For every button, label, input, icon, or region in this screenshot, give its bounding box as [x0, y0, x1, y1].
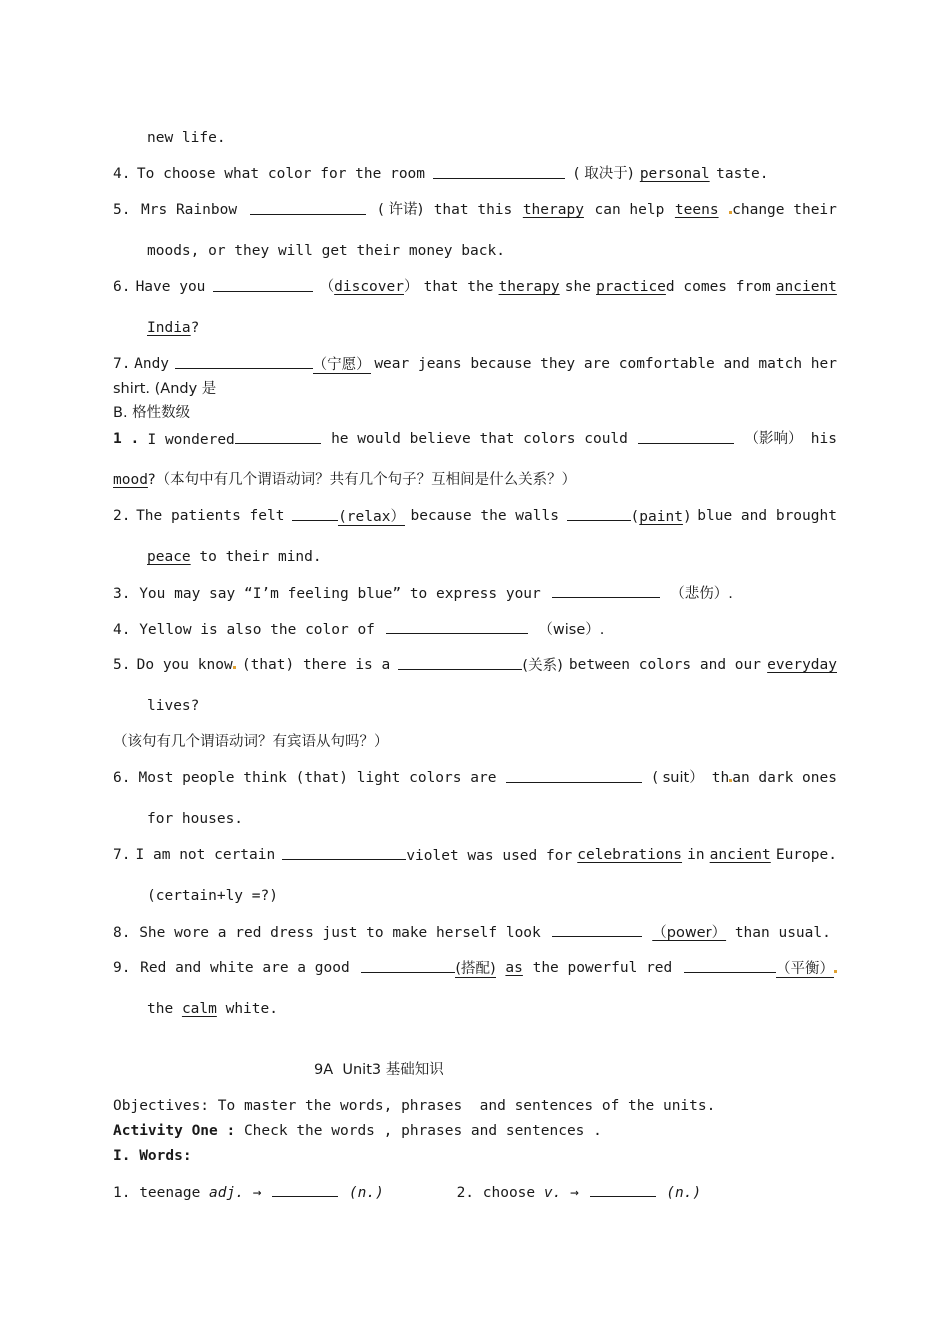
arrow-icon: → — [570, 1185, 579, 1201]
sentence-text: the — [147, 1001, 174, 1017]
underlined-word: everyday — [767, 657, 837, 673]
answer-blank[interactable] — [433, 164, 565, 179]
sentence-text: th — [711, 770, 730, 786]
word: teenage — [139, 1185, 201, 1201]
item-number: 2. — [456, 1185, 475, 1201]
sentence-text: Red and white are a good — [140, 960, 350, 976]
note-text: （该句有几个谓语动词？有宾语从句吗？） — [113, 734, 389, 750]
exercise-b2-cont — [147, 547, 837, 567]
section-b-heading — [113, 403, 837, 423]
answer-blank[interactable] — [175, 354, 313, 369]
title-text: 9A Unit3 基础知识 — [314, 1062, 444, 1078]
objectives-text: Objectives: To master the words, phrases and sentences of the units. — [113, 1098, 716, 1114]
exercise-b6 — [113, 768, 837, 788]
sentence-text: for houses. — [147, 811, 244, 827]
sentence-text: Europe. — [775, 847, 837, 863]
exercise-b9-cont — [147, 999, 837, 1019]
hint: (关系) — [522, 658, 563, 674]
underlined-word: therapy — [498, 279, 560, 295]
line-text: new life. — [147, 130, 226, 146]
sentence-text: than usual. — [734, 925, 831, 941]
paren: ) — [682, 509, 692, 525]
exercise-b8 — [113, 922, 837, 943]
item-number: 1. — [113, 1185, 131, 1201]
item-number: 6. — [113, 279, 131, 295]
sentence-text: an dark ones — [732, 770, 837, 786]
sentence-text: I wondered — [147, 432, 235, 448]
answer-blank[interactable] — [235, 429, 321, 444]
hint: （wise）. — [538, 622, 605, 638]
paren: ( — [630, 509, 640, 525]
exercise-b5-note — [113, 732, 837, 752]
answer-blank[interactable] — [282, 845, 406, 860]
item-number: 3. — [113, 586, 131, 602]
exercise-a7 — [113, 354, 837, 375]
words-heading — [113, 1146, 837, 1166]
sentence-text: blue and brought — [697, 508, 837, 524]
sentence-text: She wore a red dress just to make herself look — [139, 925, 541, 941]
sentence-text: You may say “I’m feeling blue” to express your — [139, 586, 541, 602]
hint: (relax） — [338, 509, 405, 525]
hint: paint — [639, 509, 683, 525]
hint: ( suit） — [652, 770, 704, 786]
sentence-text: white. — [225, 1001, 278, 1017]
item-number: 5. — [113, 202, 131, 218]
heading-text: I. Words: — [113, 1148, 192, 1164]
sentence-text: Mrs Rainbow — [141, 202, 238, 218]
answer-blank[interactable] — [398, 655, 522, 670]
hint: (搭配) — [455, 961, 496, 977]
note-text: ?（本句中有几个谓语动词？共有几个句子？互相间是什么关系？） — [147, 472, 577, 488]
exercise-b7 — [113, 845, 837, 866]
activity-text: Check the words , phrases and sentences . — [243, 1123, 602, 1139]
answer-blank[interactable] — [250, 200, 366, 215]
mark-dot — [233, 666, 236, 669]
item-number: 7. — [113, 356, 131, 372]
sentence-text: change their — [732, 202, 837, 218]
hint: （影响） — [744, 431, 803, 447]
sentence-text: moods, or they will get their money back. — [147, 243, 505, 259]
sentence-text: between colors and our — [568, 657, 761, 673]
underlined-word: ancient — [775, 279, 837, 295]
hint: discover — [334, 279, 404, 295]
exercise-b4 — [113, 619, 837, 640]
item-number: 5. — [113, 657, 131, 673]
sentence-text: (certain+ly =?) — [147, 888, 278, 904]
part-of-speech: v. — [543, 1185, 562, 1201]
sentence-text: I am not certain — [135, 847, 276, 863]
sentence-text: can help — [594, 202, 665, 218]
sentence-text: Yellow is also the color of — [139, 622, 375, 638]
exercise-b5-cont — [147, 696, 837, 716]
answer-blank[interactable] — [638, 429, 734, 444]
activity-label: Activity One : — [113, 1123, 236, 1139]
hint: （悲伤）. — [670, 586, 733, 602]
item-number: 8. — [113, 925, 131, 941]
sentence-text: the powerful red — [532, 960, 673, 976]
underlined-word: mood — [113, 472, 148, 488]
exercise-a7-cont — [113, 379, 837, 399]
sentence-text: Have you — [135, 279, 206, 295]
underlined-word: personal — [639, 166, 710, 182]
answer-blank[interactable] — [552, 922, 642, 937]
word-item-1 — [113, 1185, 393, 1201]
underlined-word: practice — [596, 279, 666, 295]
answer-blank[interactable] — [386, 619, 528, 634]
sentence-text: his — [810, 431, 837, 447]
answer-blank[interactable] — [567, 506, 631, 521]
word-items — [113, 1182, 837, 1203]
paren: ） — [403, 279, 419, 295]
item-number: 2. — [113, 508, 131, 524]
sentence-text: that this — [433, 202, 513, 218]
unit-title — [314, 1060, 714, 1080]
continued-line — [147, 128, 837, 148]
sentence-text: Do you know — [136, 657, 233, 673]
target-pos: (n.) — [666, 1185, 702, 1201]
exercise-b5 — [113, 655, 837, 676]
underlined-word: as — [505, 960, 523, 976]
arrow-icon: → — [252, 1185, 262, 1201]
sentence-text: Most people think (that) light colors are — [138, 770, 497, 786]
paren: （ — [319, 279, 335, 295]
answer-blank[interactable] — [361, 958, 455, 973]
underlined-word: peace — [147, 549, 191, 565]
sentence-text: (that) there is a — [241, 657, 391, 673]
sentence-text: wear jeans because they are comfortable and match her — [374, 356, 837, 372]
exercise-b2 — [113, 506, 837, 527]
sentence-text: violet was used for — [406, 848, 573, 864]
activity-one — [113, 1121, 837, 1141]
item-number: 4. — [113, 622, 131, 638]
heading-text: B. 格性数级 — [113, 405, 191, 421]
answer-blank[interactable] — [684, 958, 776, 973]
sentence-text: in — [687, 847, 705, 863]
word-item-2 — [457, 1185, 702, 1201]
sentence-text: she — [564, 279, 591, 295]
underlined-word: India — [147, 320, 191, 336]
sentence-text: lives? — [147, 698, 200, 714]
sentence-text: Andy — [134, 356, 170, 372]
sentence-text: to their mind. — [199, 549, 322, 565]
sentence-text: shirt. (Andy 是 — [113, 381, 217, 397]
target-pos: (n.) — [348, 1185, 384, 1201]
answer-blank[interactable] — [292, 506, 338, 521]
exercise-a5 — [113, 200, 837, 220]
sentence-text: To choose what color for the room — [136, 166, 426, 182]
exercise-b3 — [113, 583, 837, 604]
mark-dot — [834, 970, 837, 973]
hint: （宁愿） — [312, 357, 371, 373]
exercise-b1 — [113, 429, 837, 450]
sentence-text: because the walls — [410, 508, 559, 524]
item-number: 7. — [113, 847, 131, 863]
objectives — [113, 1096, 837, 1116]
word: choose — [482, 1185, 536, 1201]
hint: （平衡） — [775, 961, 834, 977]
exercise-b6-cont — [147, 809, 837, 829]
hint: ( 许诺) — [378, 202, 424, 218]
exercise-b9 — [113, 958, 837, 979]
underlined-word: celebrations — [577, 847, 683, 863]
punct: ? — [190, 320, 200, 336]
exercise-a6-cont — [147, 318, 837, 338]
exercise-a6 — [113, 277, 837, 297]
hint: （power） — [652, 925, 727, 941]
sentence-text: d comes from — [665, 279, 771, 295]
hint: ( 取决于) — [573, 166, 634, 182]
item-number: 4. — [113, 166, 131, 182]
item-number: 1 . — [113, 431, 140, 447]
underlined-word: ancient — [709, 847, 771, 863]
underlined-word: calm — [181, 1001, 217, 1017]
part-of-speech: adj. — [209, 1185, 244, 1201]
answer-blank[interactable] — [552, 583, 660, 598]
sentence-text: taste. — [716, 166, 769, 182]
sentence-text: that the — [423, 279, 494, 295]
answer-blank[interactable] — [213, 277, 313, 292]
answer-blank[interactable] — [590, 1182, 656, 1197]
underlined-word: teens — [674, 202, 719, 218]
sentence-text: he would believe that colors could — [331, 431, 628, 447]
answer-blank[interactable] — [272, 1182, 338, 1197]
underlined-word: therapy — [522, 202, 584, 218]
item-number: 9. — [113, 960, 131, 976]
exercise-b1-cont — [113, 470, 837, 490]
answer-blank[interactable] — [506, 768, 642, 783]
item-number: 6. — [113, 770, 131, 786]
sentence-text: The patients felt — [136, 508, 285, 524]
exercise-a4 — [113, 164, 837, 184]
exercise-b7-cont — [147, 886, 837, 906]
exercise-a5-cont — [147, 241, 837, 261]
